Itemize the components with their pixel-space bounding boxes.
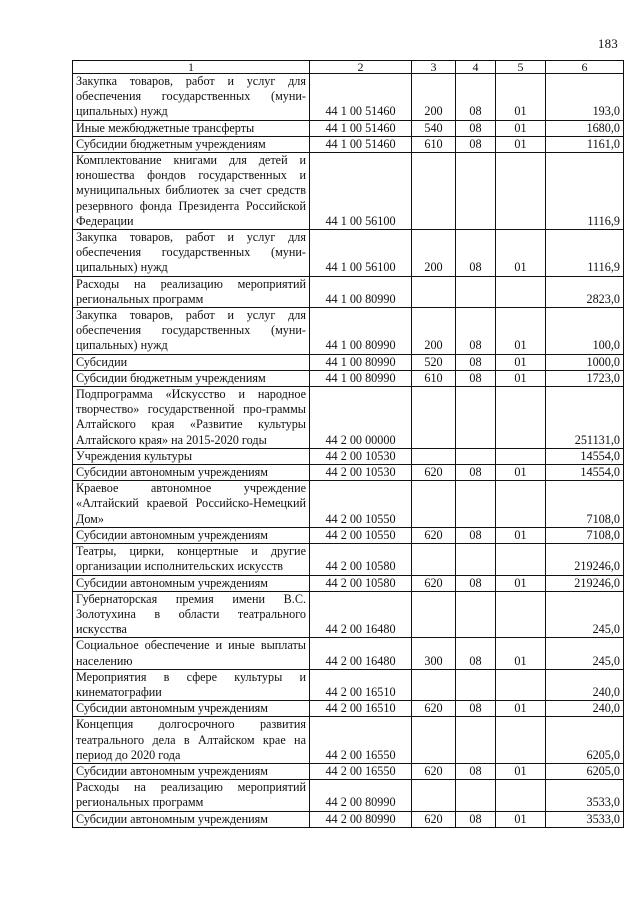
row-amount: 1161,0 <box>546 136 624 152</box>
row-name: Мероприятия в сфере культуры и кинематографии <box>73 669 310 700</box>
row-expense-type: 200 <box>412 74 456 121</box>
row-expense-type: 520 <box>412 354 456 370</box>
table-row <box>73 717 624 764</box>
row-expense-type <box>412 448 456 464</box>
row-section <box>456 481 496 528</box>
row-section: 08 <box>456 230 496 277</box>
row-subsection <box>496 669 546 700</box>
table-row <box>73 308 624 355</box>
row-section: 08 <box>456 527 496 543</box>
row-expense-type: 620 <box>412 701 456 717</box>
row-subsection: 01 <box>496 763 546 779</box>
row-name: Субсидии автономным учреждениям <box>73 701 310 717</box>
row-amount: 14554,0 <box>546 448 624 464</box>
row-name: Подпрограмма «Искусство и народное творчество» государственной про-граммы Алтайского края «Развитие культуры Алтайского края» на 2015-2020 годы <box>73 387 310 449</box>
row-name: Субсидии автономным учреждениям <box>73 527 310 543</box>
row-subsection: 01 <box>496 120 546 136</box>
row-subsection: 01 <box>496 527 546 543</box>
row-subsection: 01 <box>496 575 546 591</box>
row-section <box>456 448 496 464</box>
row-subsection: 01 <box>496 230 546 277</box>
table-row <box>73 701 624 717</box>
row-expense-type: 620 <box>412 527 456 543</box>
row-name: Закупка товаров, работ и услуг для обеспечения государственных (муни-ципальных) нужд <box>73 230 310 277</box>
row-amount: 219246,0 <box>546 575 624 591</box>
row-code: 44 2 00 16480 <box>310 591 412 638</box>
row-expense-type: 610 <box>412 136 456 152</box>
row-section <box>456 669 496 700</box>
row-name: Расходы на реализацию мероприятий региональных программ <box>73 780 310 811</box>
row-section: 08 <box>456 354 496 370</box>
row-subsection <box>496 276 546 307</box>
budget-table <box>72 60 624 828</box>
row-section: 08 <box>456 575 496 591</box>
table-row <box>73 638 624 669</box>
row-expense-type: 200 <box>412 230 456 277</box>
row-name: Губернаторская премия имени В.С. Золотухина в области театрального искусства <box>73 591 310 638</box>
row-name: Театры, цирки, концертные и другие организации исполнительских искусств <box>73 544 310 575</box>
row-expense-type <box>412 276 456 307</box>
row-subsection: 01 <box>496 370 546 386</box>
row-amount: 1116,9 <box>546 153 624 230</box>
row-subsection: 01 <box>496 701 546 717</box>
row-subsection <box>496 481 546 528</box>
row-section: 08 <box>456 120 496 136</box>
row-section: 08 <box>456 638 496 669</box>
row-code: 44 2 00 10530 <box>310 465 412 481</box>
column-header: 1 <box>73 61 310 74</box>
row-expense-type: 620 <box>412 465 456 481</box>
row-subsection <box>496 717 546 764</box>
row-code: 44 1 00 56100 <box>310 230 412 277</box>
row-code: 44 1 00 80990 <box>310 276 412 307</box>
row-subsection: 01 <box>496 465 546 481</box>
table-row <box>73 230 624 277</box>
row-amount: 1000,0 <box>546 354 624 370</box>
table-row <box>73 136 624 152</box>
row-code: 44 2 00 80990 <box>310 780 412 811</box>
row-code: 44 2 00 10550 <box>310 527 412 543</box>
column-header: 5 <box>496 61 546 74</box>
row-expense-type <box>412 481 456 528</box>
row-code: 44 2 00 10580 <box>310 544 412 575</box>
row-code: 44 1 00 80990 <box>310 354 412 370</box>
row-expense-type: 300 <box>412 638 456 669</box>
row-amount: 3533,0 <box>546 780 624 811</box>
row-section: 08 <box>456 811 496 827</box>
row-code: 44 1 00 80990 <box>310 308 412 355</box>
row-code: 44 1 00 56100 <box>310 153 412 230</box>
row-name: Субсидии бюджетным учреждениям <box>73 370 310 386</box>
row-expense-type: 620 <box>412 575 456 591</box>
table-row <box>73 544 624 575</box>
row-section <box>456 780 496 811</box>
row-amount: 6205,0 <box>546 763 624 779</box>
row-name: Закупка товаров, работ и услуг для обеспечения государственных (муни-ципальных) нужд <box>73 308 310 355</box>
row-code: 44 2 00 16510 <box>310 701 412 717</box>
row-subsection <box>496 153 546 230</box>
row-expense-type: 610 <box>412 370 456 386</box>
column-header: 4 <box>456 61 496 74</box>
row-amount: 7108,0 <box>546 481 624 528</box>
row-expense-type: 620 <box>412 811 456 827</box>
table-row <box>73 669 624 700</box>
row-name: Субсидии бюджетным учреждениям <box>73 136 310 152</box>
row-subsection: 01 <box>496 136 546 152</box>
row-section <box>456 591 496 638</box>
row-amount: 2823,0 <box>546 276 624 307</box>
table-row <box>73 465 624 481</box>
row-subsection: 01 <box>496 638 546 669</box>
column-header: 3 <box>412 61 456 74</box>
row-expense-type <box>412 387 456 449</box>
row-amount: 240,0 <box>546 701 624 717</box>
row-code: 44 1 00 80990 <box>310 370 412 386</box>
row-section <box>456 276 496 307</box>
row-expense-type <box>412 717 456 764</box>
row-section: 08 <box>456 308 496 355</box>
table-row <box>73 575 624 591</box>
row-subsection <box>496 387 546 449</box>
row-code: 44 2 00 16550 <box>310 717 412 764</box>
row-code: 44 2 00 16510 <box>310 669 412 700</box>
row-section: 08 <box>456 701 496 717</box>
column-header: 2 <box>310 61 412 74</box>
row-expense-type <box>412 544 456 575</box>
row-section: 08 <box>456 763 496 779</box>
table-row <box>73 763 624 779</box>
row-amount: 7108,0 <box>546 527 624 543</box>
row-amount: 100,0 <box>546 308 624 355</box>
row-code: 44 2 00 80990 <box>310 811 412 827</box>
row-subsection <box>496 780 546 811</box>
table-row <box>73 276 624 307</box>
row-section <box>456 387 496 449</box>
table-body <box>73 74 624 828</box>
row-subsection: 01 <box>496 308 546 355</box>
row-name: Расходы на реализацию мероприятий региональных программ <box>73 276 310 307</box>
row-subsection <box>496 591 546 638</box>
header-row <box>73 61 624 74</box>
column-header: 6 <box>546 61 624 74</box>
row-amount: 1116,9 <box>546 230 624 277</box>
row-subsection <box>496 448 546 464</box>
row-name: Субсидии автономным учреждениям <box>73 575 310 591</box>
row-subsection: 01 <box>496 74 546 121</box>
row-section <box>456 544 496 575</box>
row-expense-type <box>412 780 456 811</box>
row-code: 44 2 00 16550 <box>310 763 412 779</box>
row-code: 44 1 00 51460 <box>310 74 412 121</box>
row-expense-type: 620 <box>412 763 456 779</box>
row-name: Закупка товаров, работ и услуг для обеспечения государственных (муни-ципальных) нужд <box>73 74 310 121</box>
row-code: 44 2 00 10530 <box>310 448 412 464</box>
row-section: 08 <box>456 465 496 481</box>
row-expense-type <box>412 591 456 638</box>
row-name: Комплектование книгами для детей и юношества фондов государственных и муниципальных библиотек за счет средств резервного фонда Президента Российской Федерации <box>73 153 310 230</box>
table-row <box>73 370 624 386</box>
row-section <box>456 153 496 230</box>
row-amount: 240,0 <box>546 669 624 700</box>
row-section: 08 <box>456 370 496 386</box>
row-name: Субсидии автономным учреждениям <box>73 763 310 779</box>
row-code: 44 2 00 10550 <box>310 481 412 528</box>
row-name: Социальное обеспечение и иные выплаты населению <box>73 638 310 669</box>
row-section <box>456 717 496 764</box>
table-row <box>73 387 624 449</box>
row-name: Концепция долгосрочного развития театрального дела в Алтайском крае на период до 2020 года <box>73 717 310 764</box>
table-row <box>73 354 624 370</box>
table-row <box>73 153 624 230</box>
table-row <box>73 591 624 638</box>
row-code: 44 2 00 00000 <box>310 387 412 449</box>
row-amount: 245,0 <box>546 638 624 669</box>
table-row <box>73 811 624 827</box>
row-amount: 3533,0 <box>546 811 624 827</box>
row-amount: 1723,0 <box>546 370 624 386</box>
table-row <box>73 481 624 528</box>
row-name: Субсидии <box>73 354 310 370</box>
row-amount: 245,0 <box>546 591 624 638</box>
row-amount: 219246,0 <box>546 544 624 575</box>
row-name: Краевое автономное учреждение «Алтайский краевой Российско-Немецкий Дом» <box>73 481 310 528</box>
row-name: Иные межбюджетные трансферты <box>73 120 310 136</box>
row-subsection: 01 <box>496 811 546 827</box>
page-number: 183 <box>597 36 618 51</box>
row-amount: 6205,0 <box>546 717 624 764</box>
row-name: Субсидии автономным учреждениям <box>73 465 310 481</box>
row-expense-type <box>412 669 456 700</box>
row-code: 44 2 00 10580 <box>310 575 412 591</box>
table-row <box>73 780 624 811</box>
row-expense-type: 540 <box>412 120 456 136</box>
row-amount: 1680,0 <box>546 120 624 136</box>
row-amount: 14554,0 <box>546 465 624 481</box>
row-code: 44 1 00 51460 <box>310 120 412 136</box>
row-name: Учреждения культуры <box>73 448 310 464</box>
row-expense-type: 200 <box>412 308 456 355</box>
row-amount: 193,0 <box>546 74 624 121</box>
row-subsection <box>496 544 546 575</box>
row-expense-type <box>412 153 456 230</box>
table-row <box>73 74 624 121</box>
table-row <box>73 448 624 464</box>
table-row <box>73 120 624 136</box>
row-section: 08 <box>456 136 496 152</box>
row-section: 08 <box>456 74 496 121</box>
row-name: Субсидии автономным учреждениям <box>73 811 310 827</box>
row-amount: 251131,0 <box>546 387 624 449</box>
row-code: 44 1 00 51460 <box>310 136 412 152</box>
row-subsection: 01 <box>496 354 546 370</box>
row-code: 44 2 00 16480 <box>310 638 412 669</box>
table-row <box>73 527 624 543</box>
